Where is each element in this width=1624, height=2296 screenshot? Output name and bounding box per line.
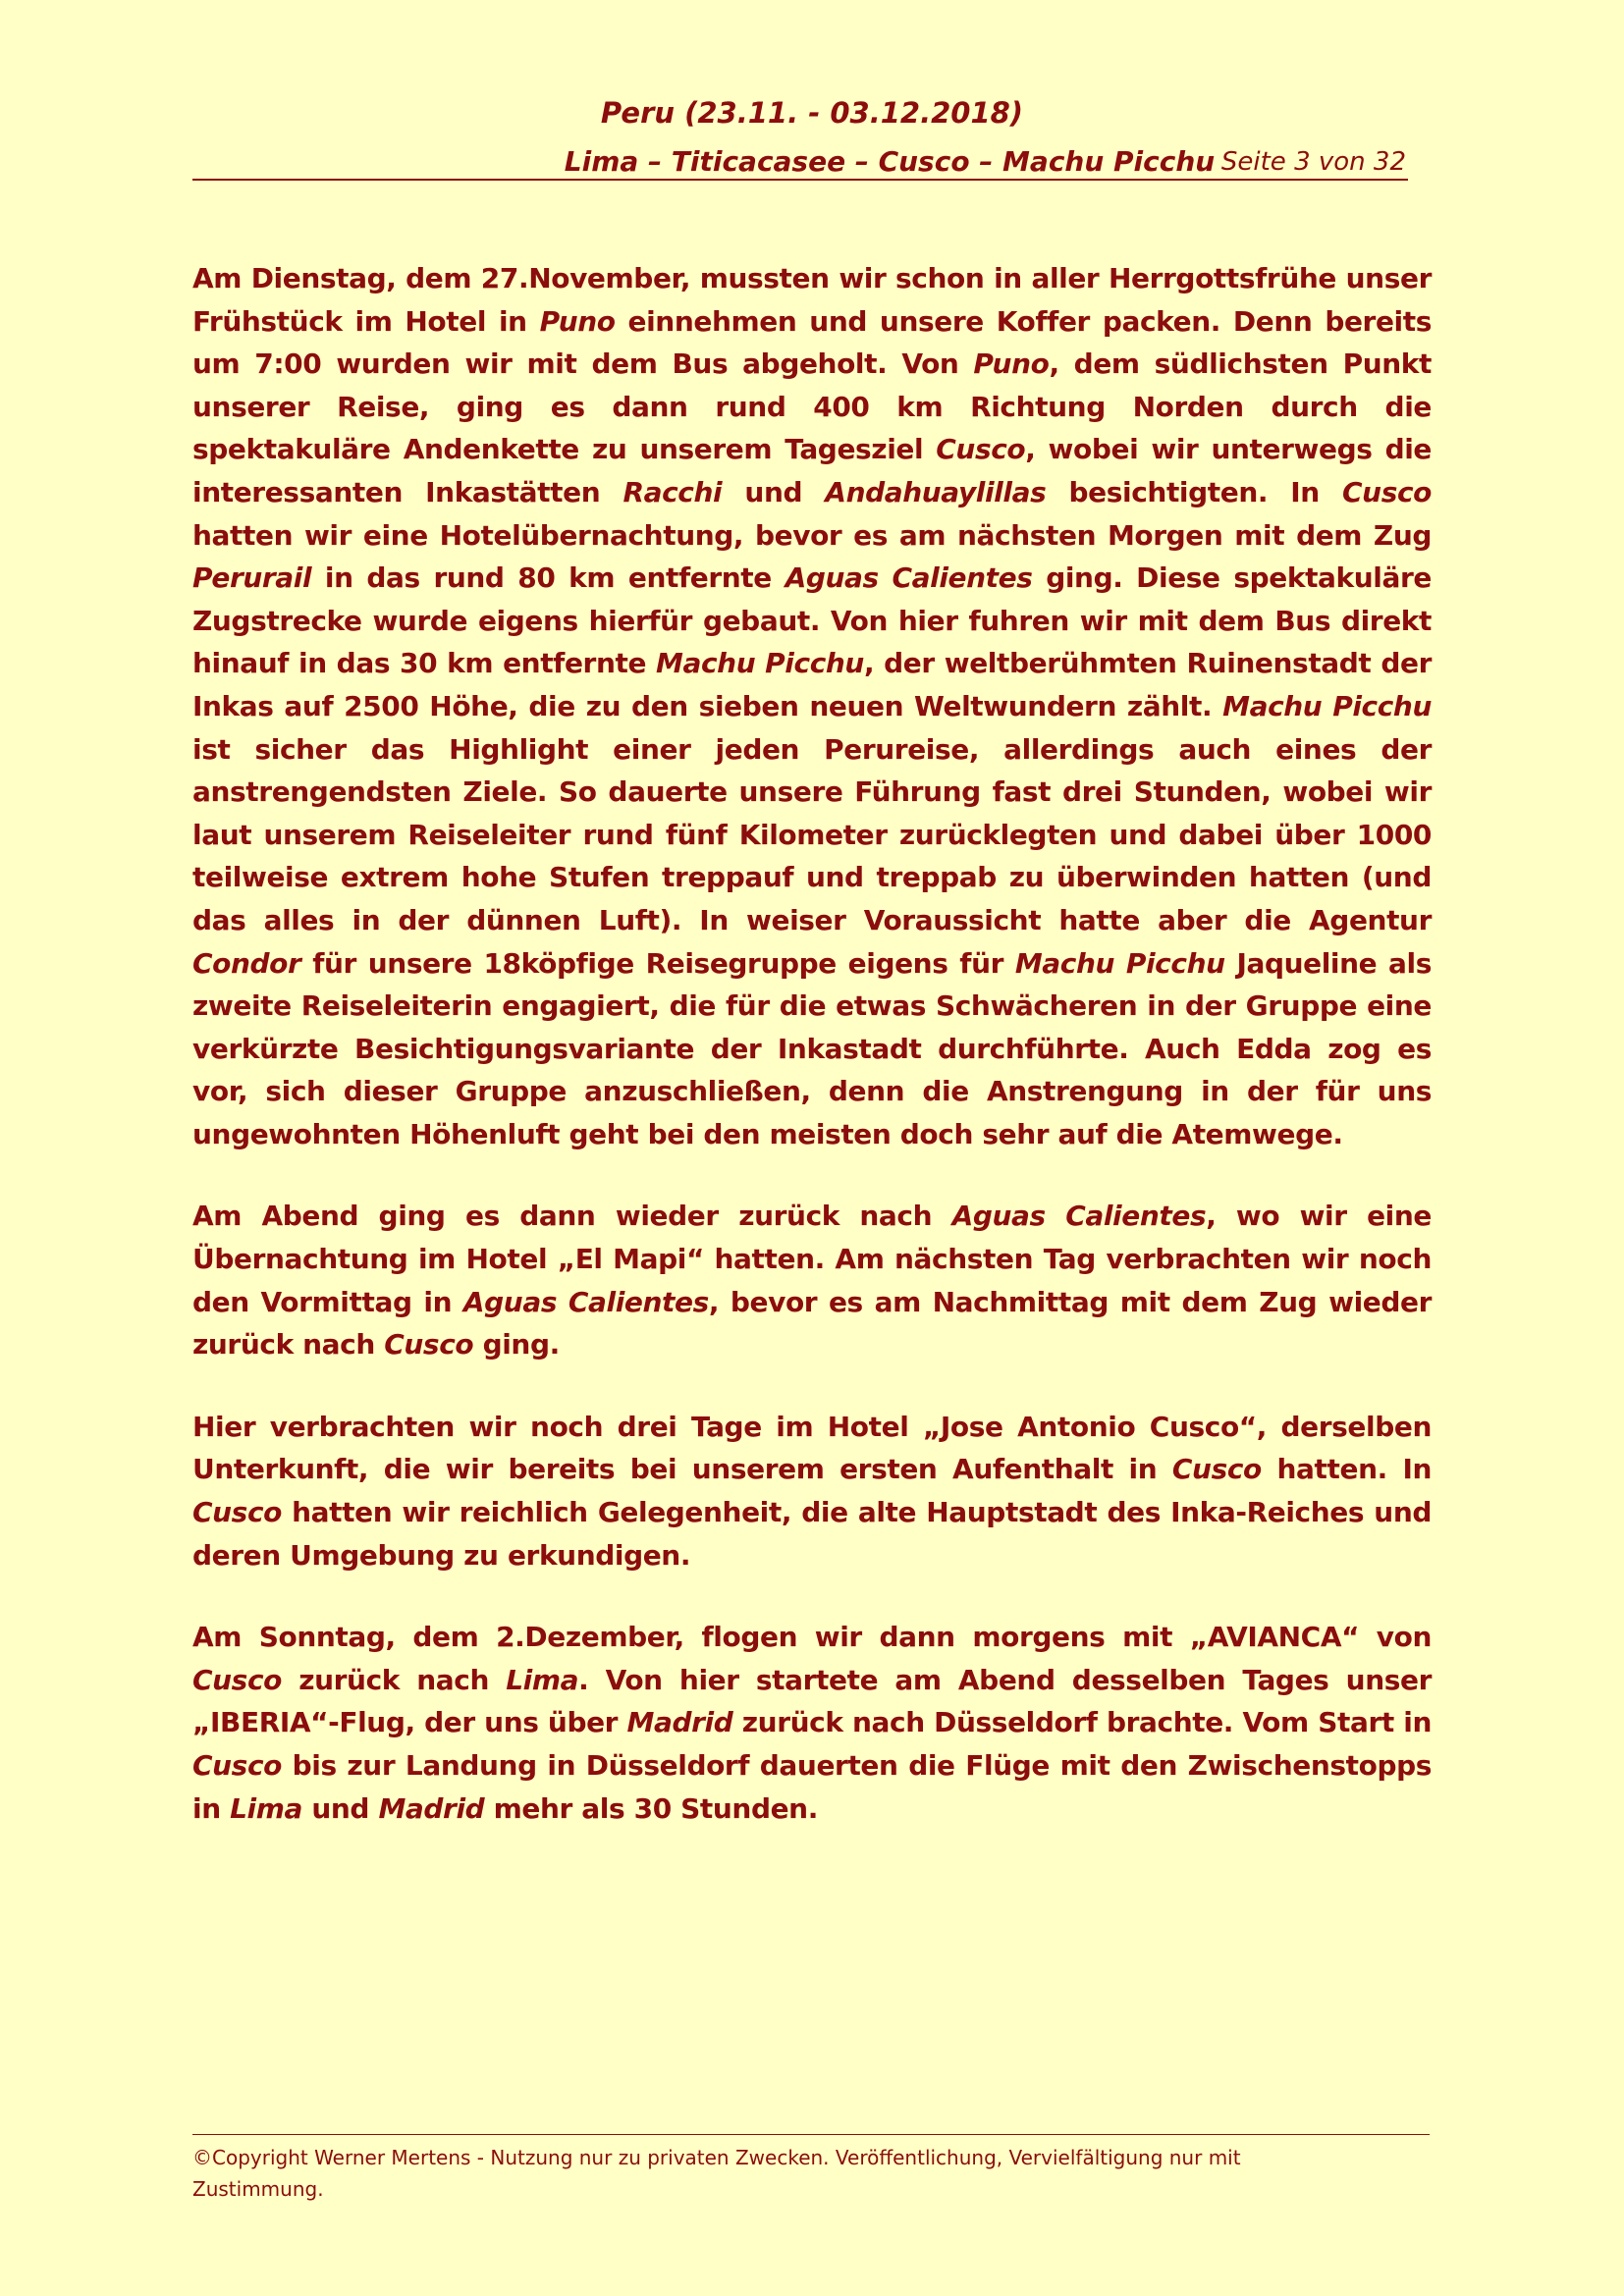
place-name: Aguas Calientes: [951, 1200, 1207, 1233]
copyright-notice: ©Copyright Werner Mertens - Nutzung nur zu privaten Zwecken. Veröffentlichung, Vervielfältigung nur mit Zustimmung.: [192, 2146, 1241, 2201]
text-run: Am Dienstag, dem 27.November, mussten wir schon in aller Herrgottsfrühe unser Frühstück im Hotel in: [192, 262, 1432, 338]
place-name: Cusco: [192, 1663, 282, 1696]
place-name: Machu Picchu: [1014, 946, 1225, 980]
place-name: Lima: [506, 1663, 579, 1696]
text-run: Hier verbrachten wir noch drei Tage im Hotel „Jose Antonio Cusco“, derselben Unterkunft, die wir bereits bei unserem ersten Aufenthalt in: [192, 1410, 1432, 1486]
text-run: ging.: [473, 1328, 560, 1362]
place-name: Cusco: [384, 1328, 474, 1362]
text-run: zurück nach Düsseldorf brachte. Vom Start in: [732, 1706, 1432, 1739]
text-run: ging. Diese spektakuläre Zugstrecke wurde eigens hierfür gebaut. Von hier fuhren wir mit dem Bus direkt hinauf in das 30 km entfernte: [192, 561, 1432, 680]
place-name: Aguas Calientes: [785, 561, 1033, 595]
text-run: , der weltberühmten Ruinenstadt der Inkas auf 2500 Höhe, die zu den sieben neuen Weltwundern zählt.: [192, 647, 1433, 722]
header-rule: [192, 143, 1408, 181]
text-run: bis zur Landung in Düsseldorf dauerten die Flüge mit den Zwischenstopps in: [192, 1749, 1432, 1825]
place-name: Madrid: [626, 1706, 733, 1739]
paragraph: [192, 1195, 1432, 1365]
text-run: ist sicher das Highlight einer jeden Perureise, allerdings auch eines der anstrengendsten Ziele. So dauerte unsere Führung fast drei Stunden, wobei wir laut unserem Reiseleiter rund fünf Kilometer zurücklegten und dabei über 1000 teilweise extrem hohe Stufen treppauf und treppab zu überwinden hatten (und das alles in der dünnen Luft). In weiser Voraussicht hatte aber die Agentur: [192, 732, 1432, 936]
place-name: Puno: [973, 347, 1050, 381]
place-name: Cusco: [192, 1496, 282, 1529]
text-run: Am Sonntag, dem 2.Dezember, flogen wir dann morgens mit „AVIANCA“ von: [192, 1621, 1432, 1654]
text-run: in das rund 80 km entfernte: [311, 561, 785, 595]
text-run: . Von hier startete am Abend desselben Tages unser „IBERIA“-Flug, der uns über: [192, 1663, 1432, 1739]
text-run: besichtigten. In: [1046, 475, 1343, 508]
text-run: und: [302, 1791, 379, 1825]
place-name: Puno: [539, 304, 616, 338]
text-run: , bevor es am Nachmittag mit dem Zug wieder zurück nach: [192, 1285, 1432, 1362]
paragraph: [192, 1616, 1432, 1830]
text-run: hatten wir reichlich Gelegenheit, die alte Hauptstadt des Inka-Reiches und deren Umgebung zu erkundigen.: [192, 1496, 1432, 1572]
document-subtitle: Lima – Titicacasee – Cusco – Machu Picchu: [564, 145, 1216, 178]
place-name: Cusco: [192, 1749, 282, 1782]
place-name: Condor: [192, 946, 301, 980]
paragraph: [192, 257, 1432, 1155]
text-run: hatten wir eine Hotelübernachtung, bevor es am nächsten Morgen mit dem Zug: [192, 518, 1432, 552]
place-name: Cusco: [936, 433, 1026, 466]
place-name: Andahuaylillas: [825, 475, 1047, 508]
place-name: Machu Picchu: [656, 647, 864, 680]
page-number: Seite 3 von 32: [1220, 147, 1406, 177]
place-name: Perurail: [192, 561, 312, 595]
text-run: , wobei wir unterwegs die interessanten Inkastätten: [192, 433, 1433, 508]
text-run: einnehmen und unsere Koffer packen. Denn bereits um 7:00 wurden wir mit dem Bus abgeholt. Von: [192, 304, 1432, 381]
place-name: Lima: [230, 1791, 303, 1825]
place-name: Racchi: [623, 475, 723, 508]
place-name: Cusco: [1171, 1453, 1262, 1486]
text-run: Jaqueline als zweite Reiseleiterin engagiert, die für die etwas Schwächeren in der Gruppe eine verkürzte Besichtigungsvariante der Inkastadt durchführte. Auch Edda zog es vor, sich dieser Gruppe anzuschließen, denn die Anstrengung in der für uns ungewohnten Höhenluft geht bei den meisten doch sehr auf die Atemwege.: [192, 946, 1432, 1150]
paragraph: [192, 1406, 1432, 1576]
place-name: Machu Picchu: [1222, 689, 1432, 722]
place-name: Madrid: [378, 1791, 485, 1825]
footer-rule: [192, 2134, 1430, 2135]
document-title: Peru (23.11. - 03.12.2018): [600, 96, 1024, 130]
text-run: für unsere 18köpfige Reisegruppe eigens für: [300, 946, 1015, 980]
text-run: , wo wir eine Übernachtung im Hotel „El Mapi“ hatten. Am nächsten Tag verbrachten wir noch den Vormittag in: [192, 1200, 1432, 1318]
text-run: mehr als 30 Stunden.: [484, 1791, 818, 1825]
body-text: [192, 257, 1432, 1869]
text-run: und: [722, 475, 826, 508]
text-run: Am Abend ging es dann wieder zurück nach: [192, 1200, 952, 1233]
text-run: zurück nach: [281, 1663, 507, 1696]
text-run: hatten. In: [1261, 1453, 1432, 1486]
text-run: , dem südlichsten Punkt unserer Reise, ging es dann rund 400 km Richtung Norden durch die spektakuläre Andenkette zu unserem Tagesziel: [192, 347, 1432, 466]
place-name: Cusco: [1342, 475, 1432, 508]
place-name: Aguas Calientes: [462, 1285, 709, 1318]
